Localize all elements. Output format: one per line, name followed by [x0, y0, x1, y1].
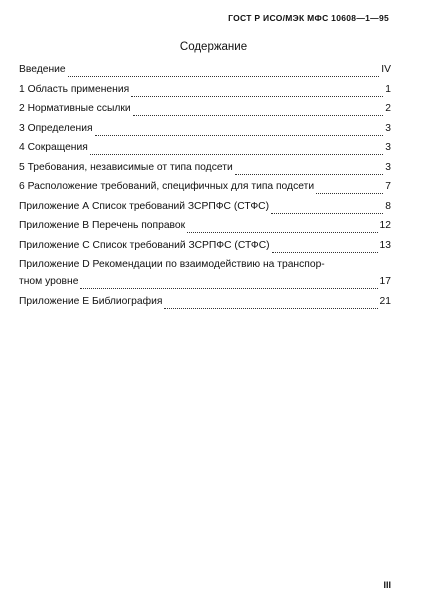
toc-entry-annex-a[interactable] [19, 201, 391, 221]
toc-dot-leader [272, 252, 378, 253]
toc-entry-label: 6 Расположение требований, специфичных для типа подсети [19, 181, 315, 192]
toc-dot-leader [68, 76, 380, 77]
toc-entry-label: Введение [19, 64, 66, 75]
toc-dot-leader [80, 288, 377, 289]
page-title: Содержание [179, 41, 248, 53]
toc-page-number: 8 [385, 200, 391, 212]
toc-dot-leader [90, 154, 383, 155]
toc-dot-leader [164, 308, 377, 309]
toc-entry-annex-e[interactable] [19, 296, 391, 316]
toc-page-number: 2 [385, 103, 391, 114]
toc-dot-leader [235, 174, 384, 175]
table-of-contents [19, 64, 391, 315]
document-code-header: ГОСТ Р ИСО/МЭК МФС 10608—1—95 [228, 13, 389, 23]
toc-entry-label-line1: Приложение D Рекомендации по взаимодействию на транспор- [19, 259, 325, 270]
toc-entry-label: 2 Нормативные ссылки [19, 103, 131, 114]
page-folio-number: III [383, 580, 391, 590]
toc-page-number: 12 [379, 220, 391, 231]
toc-page-number: 13 [379, 239, 391, 251]
toc-entry-abbreviations[interactable] [19, 142, 391, 162]
toc-entry-line2 [19, 276, 391, 296]
toc-page-number: 21 [379, 295, 391, 307]
toc-page-number: 17 [379, 276, 391, 287]
toc-entry-definitions[interactable] [19, 123, 391, 143]
toc-entry-label-line2: тном уровне [19, 276, 79, 287]
toc-dot-leader [187, 232, 377, 233]
toc-entry-annex-b[interactable] [19, 220, 391, 240]
toc-page-number: 3 [385, 122, 391, 134]
toc-entry-subnet-specific-requirements[interactable] [19, 181, 391, 201]
toc-page-number: IV [381, 64, 391, 75]
toc-entry-scope[interactable] [19, 84, 391, 104]
toc-entry-label: 1 Область применения [19, 83, 130, 95]
toc-entry-label: Приложение А Список требований ЗСРПФС (СТФС) [19, 200, 270, 212]
toc-page-number: 7 [385, 181, 391, 192]
toc-page-number: 1 [385, 83, 391, 95]
toc-page-number: 3 [385, 161, 391, 173]
toc-dot-leader [133, 115, 384, 116]
toc-entry-label: 4 Сокращения [19, 142, 88, 153]
toc-dot-leader [95, 135, 384, 136]
toc-entry-label: Приложение В Перечень поправок [19, 220, 186, 231]
toc-entry-label: Приложение С Список требований ЗСРПФС (СТФС) [19, 239, 270, 251]
toc-entry-annex-d[interactable] [19, 259, 391, 296]
toc-dot-leader [131, 96, 383, 97]
toc-page-number: 3 [385, 142, 391, 153]
toc-entry-label: Приложение Е Библиография [19, 295, 163, 307]
toc-entry-normative-references[interactable] [19, 103, 391, 123]
toc-entry-introduction[interactable] [19, 64, 391, 84]
toc-entry-subnet-independent-requirements[interactable] [19, 162, 391, 182]
toc-entry-annex-c[interactable] [19, 240, 391, 260]
toc-entry-label: 3 Определения [19, 122, 93, 134]
toc-dot-leader [271, 213, 383, 214]
toc-entry-label: 5 Требования, независимые от типа подсети [19, 161, 233, 173]
toc-dot-leader [316, 193, 383, 194]
